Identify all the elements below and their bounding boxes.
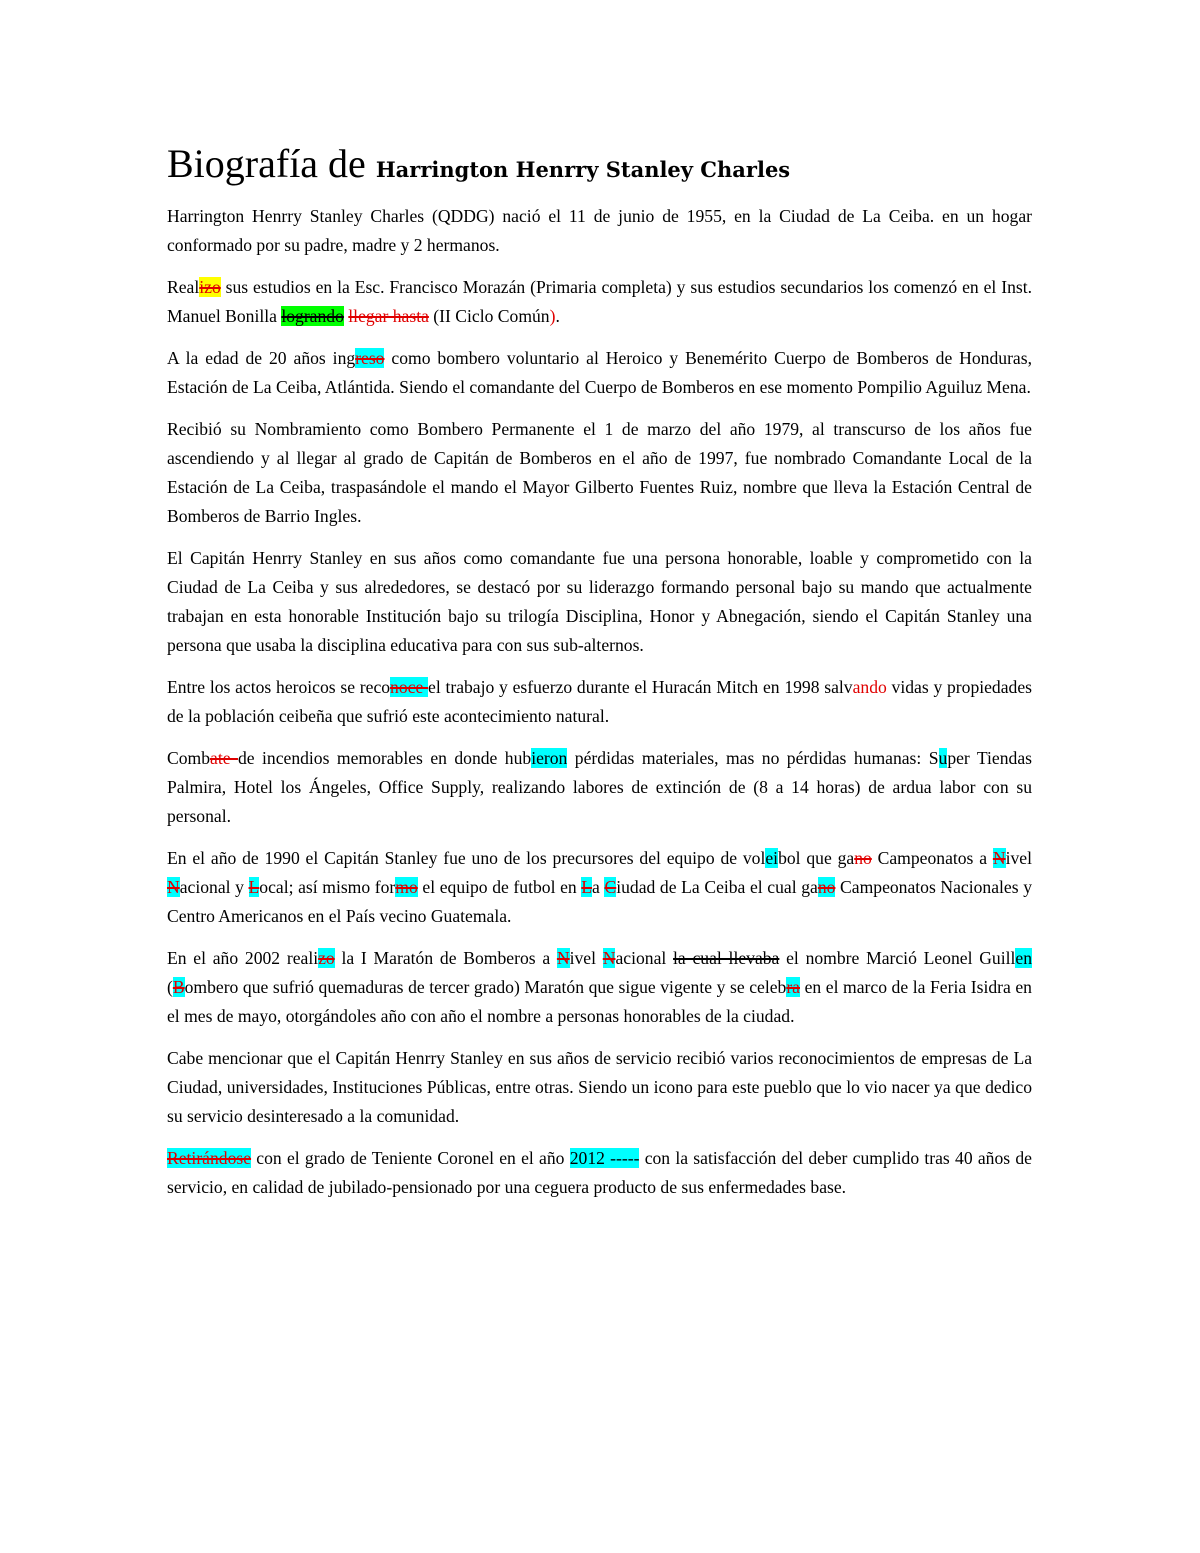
revision-mark: L — [248, 877, 260, 897]
title-main: Biografía de — [167, 141, 376, 186]
text-run: vidas y propiedades de la población ceibeña que sufrió este acontecimiento natural. — [167, 677, 1032, 726]
revision-mark: reso — [355, 348, 385, 368]
revision-mark: izo — [199, 277, 221, 297]
title-subject-name: Harrington Henrry Stanley Charles — [375, 157, 791, 182]
text-run: A la edad de 20 años ing — [167, 348, 356, 368]
revision-mark: logrando — [281, 306, 344, 326]
text-run: el trabajo y esfuerzo durante el Huracán Mitch en 1998 salv — [428, 677, 853, 697]
paragraph — [167, 544, 1032, 660]
paragraph — [167, 344, 1032, 402]
text-run: a — [592, 877, 605, 897]
text-run: Real — [167, 277, 200, 297]
revision-mark: ) — [549, 306, 556, 326]
revision-mark: ieron — [531, 748, 568, 768]
text-run: el nombre Marció Leonel Guill — [779, 948, 1016, 968]
text-run: (II Ciclo Común — [428, 306, 550, 326]
text-run: Harrington Henrry Stanley Charles (QDDG) nació el 11 de junio de 1955, en la Ciudad de La Ceiba. en un hogar conformado por su padre, madre y 2 hermanos. — [167, 206, 1032, 255]
revision-mark: no — [817, 877, 836, 897]
revision-mark: L — [581, 877, 593, 897]
revision-mark: zo — [318, 948, 335, 968]
text-run: de incendios memorables en donde hub — [237, 748, 532, 768]
revision-mark: ate — [210, 748, 238, 768]
text-run: El Capitán Henrry Stanley en sus años como comandante fue una persona honorable, loable y comprometido con la Ciudad de La Ceiba y sus alrededores, se destacó por su liderazgo formando personal bajo su mando que actualmente trabajan en esta honorable Institución bajo su trilogía Disciplina, Honor y Abnegación, siendo el Capitán Stanley una persona que usaba la disciplina educativa para con sus sub-alternos. — [167, 548, 1032, 655]
text-run: ocal; así mismo for — [259, 877, 396, 897]
revision-mark: no — [854, 848, 872, 868]
text-run: Cabe mencionar que el Capitán Henrry Stanley en sus años de servicio recibió varios reconocimientos de empresas de La Ciudad, universidades, Instituciones Públicas, entre otras. Siendo un icono para este pueblo que lo vio nacer ya que dedico su servicio desinteresado a la comunidad. — [167, 1048, 1032, 1126]
text-run: acional — [615, 948, 674, 968]
document-title — [167, 140, 1032, 188]
revision-mark: N — [602, 948, 616, 968]
text-run: ivel — [569, 948, 603, 968]
revision-mark: B — [172, 977, 185, 997]
text-run: ombero que sufrió quemaduras de tercer grado) Maratón que sigue vigente y se celeb — [184, 977, 787, 997]
text-run: Entre los actos heroicos se reco — [167, 677, 391, 697]
revision-mark: Retirándose — [167, 1148, 252, 1168]
paragraph — [167, 673, 1032, 731]
revision-mark: la cual llevaba — [673, 948, 780, 968]
text-run: Campeonatos a — [871, 848, 993, 868]
paragraph — [167, 1144, 1032, 1202]
text-run: acional y — [179, 877, 249, 897]
revision-mark: ando — [852, 677, 887, 697]
revision-mark: en — [1015, 948, 1033, 968]
paragraph — [167, 273, 1032, 331]
revision-mark: N — [992, 848, 1006, 868]
text-run: . — [555, 306, 560, 326]
text-run: Recibió su Nombramiento como Bombero Permanente el 1 de marzo del año 1979, al transcurso de los años fue ascendiendo y al llegar al grado de Capitán de Bomberos en el año de 1997, fue nombrado Comandante Local de la Estación de La Ceiba, traspasándole el mando el Mayor Gilberto Fuentes Ruiz, nombre que lleva la Estación Central de Bomberos de Barrio Ingles. — [167, 419, 1032, 526]
revision-mark: ei — [765, 848, 779, 868]
text-run: per Tiendas Palmira, Hotel los Ángeles, Office Supply, realizando labores de extinción de (8 a 14 horas) de ardua labor con su personal. — [167, 748, 1032, 826]
paragraph — [167, 1044, 1032, 1131]
text-run: con el grado de Teniente Coronel en el año — [251, 1148, 570, 1168]
paragraph — [167, 202, 1032, 260]
text-run: pérdidas materiales, mas no pérdidas humanas: S — [567, 748, 939, 768]
revision-mark: N — [167, 877, 180, 897]
text-run: En el año 2002 reali — [167, 948, 319, 968]
paragraph — [167, 415, 1032, 531]
document-body — [167, 202, 1032, 1202]
text-run: en el marco de la Feria Isidra en el mes de mayo, otorgándoles año con año el nombre a personas honorables de la ciudad. — [167, 977, 1032, 1026]
text-run: como bombero voluntario al Heroico y Benemérito Cuerpo de Bomberos de Honduras, Estación de La Ceiba, Atlántida. Siendo el comandante del Cuerpo de Bomberos en ese momento Pompilio Aguiluz Mena. — [167, 348, 1032, 397]
text-run: con la satisfacción del deber cumplido tras 40 años de servicio, en calidad de jubilado-pensionado por una ceguera producto de sus enfermedades base. — [167, 1148, 1032, 1197]
revision-mark: llegar hasta — [348, 306, 429, 326]
revision-mark: C — [604, 877, 617, 897]
text-run: Comb — [167, 748, 211, 768]
paragraph — [167, 744, 1032, 831]
text-run: el equipo de futbol en — [417, 877, 582, 897]
text-run: bol que ga — [778, 848, 855, 868]
text-run: ( — [167, 977, 173, 997]
revision-mark: 2012 ----- — [569, 1148, 640, 1168]
revision-mark: N — [556, 948, 570, 968]
revision-mark: mo — [395, 877, 418, 897]
text-run: Campeonatos Nacionales y Centro Americanos en el País vecino Guatemala. — [167, 877, 1032, 926]
paragraph — [167, 844, 1032, 931]
text-run: iudad de La Ceiba el cual ga — [616, 877, 818, 897]
text-run: sus estudios en la Esc. Francisco Morazán (Primaria completa) y sus estudios secundarios los comenzó en el Inst. Manuel Bonilla — [167, 277, 1032, 326]
revision-mark: ra — [786, 977, 800, 997]
text-run: ivel — [1005, 848, 1032, 868]
revision-mark: noce — [390, 677, 429, 697]
paragraph — [167, 944, 1032, 1031]
revision-mark: u — [938, 748, 948, 768]
text-run: la I Maratón de Bomberos a — [334, 948, 557, 968]
text-run: En el año de 1990 el Capitán Stanley fue uno de los precursores del equipo de vol — [167, 848, 766, 868]
